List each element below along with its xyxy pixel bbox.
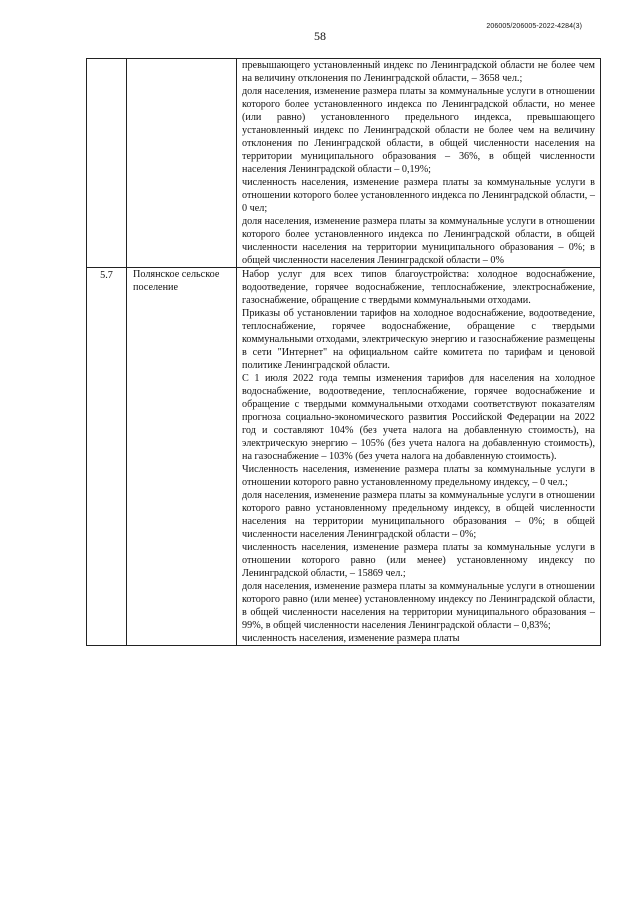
paragraph: Набор услуг для всех типов благоустройства: холодное водоснабжение, водоотведение, горячее водоснабжение, теплоснабжение, электроснабжение, газоснабжение, обращение с твердыми коммунальными отходами. bbox=[242, 269, 595, 306]
paragraph: превышающего установленный индекс по Ленинградской области не более чем на величину отклонения по Ленинградской области, – 3658 чел.; bbox=[242, 60, 595, 84]
paragraph: численность населения, изменение размера платы за коммунальные услуги в отношении которого более установленного индекса по Ленинградской области, – 0 чел; bbox=[242, 177, 595, 214]
paragraph: численность населения, изменение размера платы за коммунальные услуги в отношении которого равно (или менее) установленному индексу по Ленинградской области, – 15869 чел.; bbox=[242, 542, 595, 579]
document-code: 206005/206005-2022-4284(3) bbox=[486, 23, 582, 30]
description-cell bbox=[237, 268, 601, 646]
table-row bbox=[87, 268, 601, 646]
settlement-name-cell bbox=[127, 59, 237, 268]
paragraph: доля населения, изменение размера платы за коммунальные услуги в отношении которого равно (или менее) установленному индексу по Ленинградской области, в общей численности населения на территории муниципального образования – 99%, в общей численности населения Ленинградской области – 0,83%; bbox=[242, 581, 595, 631]
paragraph: доля населения, изменение размера платы за коммунальные услуги в отношении которого равно установленному предельному индексу, в общей численности населения на территории муниципального образования – 0%; в общей численности населения Ленинградской области – 0%; bbox=[242, 490, 595, 540]
table-row bbox=[87, 59, 601, 268]
description-cell bbox=[237, 59, 601, 268]
paragraph: доля населения, изменение размера платы за коммунальные услуги в отношении которого более установленного индекса по Ленинградской области, но менее (или равно) установленного предельного индекса, превышающего установленный индекс по Ленинградской области не более чем на величину отклонения по Ленинградской области, в общей численности населения на территории муниципального образования – 36%, в общей численности населения Ленинградской области – 0,19%; bbox=[242, 86, 595, 175]
paragraph: Численность населения, изменение размера платы за коммунальные услуги в отношении которого равно установленному предельному индексу, – 0 чел.; bbox=[242, 464, 595, 488]
row-number-cell: 5.7 bbox=[87, 268, 127, 646]
paragraph: С 1 июля 2022 года темпы изменения тарифов для населения на холодное водоснабжение, водоотведение, теплоснабжение, горячее водоснабжение и обращение с твердыми коммунальными отходами соответствуют показателям прогноза социально-экономического развития Российской Федерации на 2022 год и составляют 104% (без учета налога на добавленную стоимость), на электрическую энергию – 105% (без учета налога на добавленную стоимость), на газоснабжение – 103% (без учета налога на добавленную стоимость). bbox=[242, 373, 595, 462]
document-table bbox=[86, 58, 601, 646]
page-number: 58 bbox=[314, 29, 326, 43]
paragraph: Приказы об установлении тарифов на холодное водоснабжение, водоотведение, теплоснабжение, горячее водоснабжение, обращение с твердыми коммунальными отходами, электрическую энергию и газоснабжение размещены в сети "Интернет" на официальном сайте комитета по тарифам и ценовой политике Ленинградской области. bbox=[242, 308, 595, 371]
settlement-name-cell: Полянское сельское поселение bbox=[127, 268, 237, 646]
paragraph: численность населения, изменение размера платы bbox=[242, 633, 460, 644]
paragraph: доля населения, изменение размера платы за коммунальные услуги в отношении которого более установленного индекса по Ленинградской области, в общей численности населения на территории муниципального образования – 0%; в общей численности населения Ленинградской области – 0% bbox=[242, 216, 595, 266]
row-number-cell bbox=[87, 59, 127, 268]
